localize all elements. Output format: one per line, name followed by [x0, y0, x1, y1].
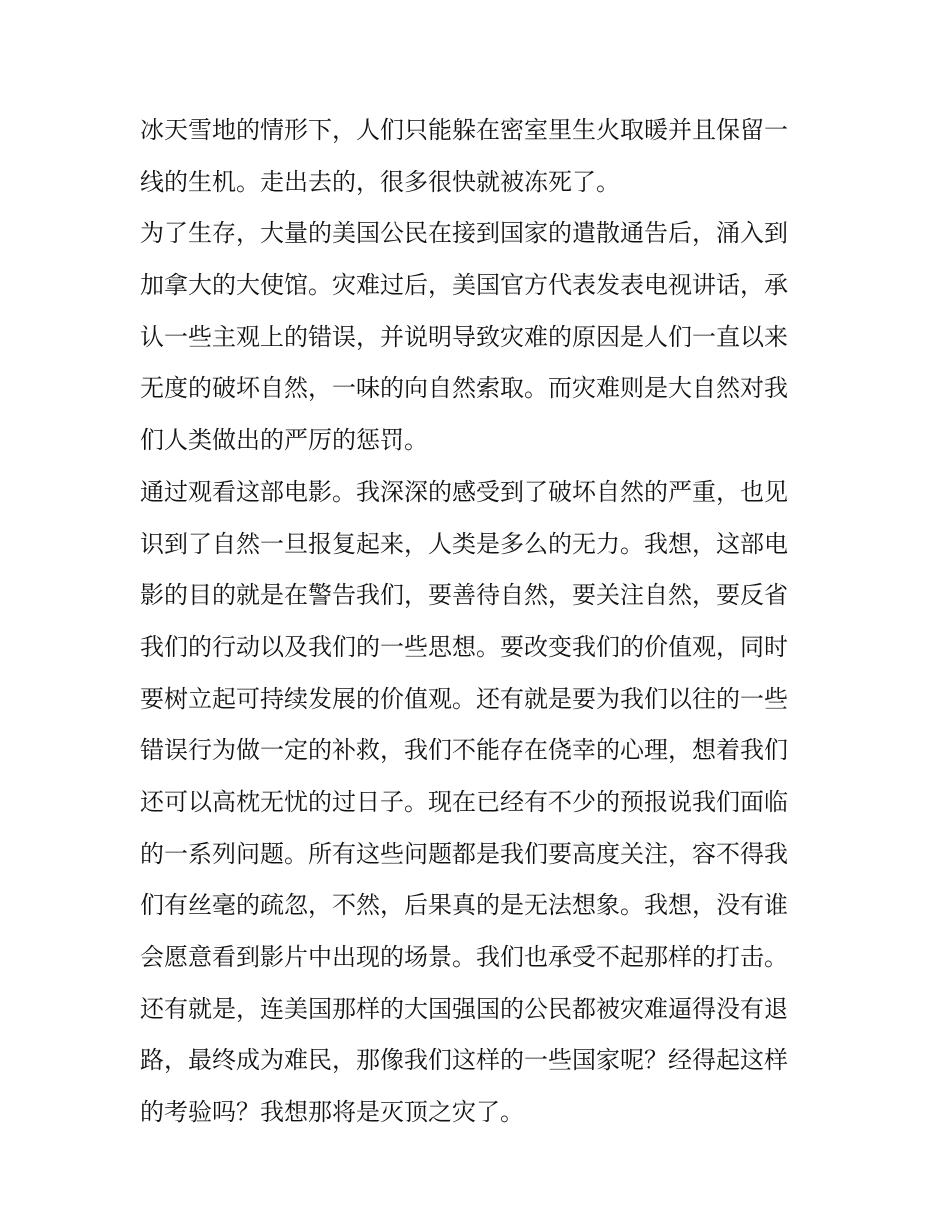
text-line: 的考验吗？我想那将是灭顶之灾了。: [140, 1098, 524, 1127]
text-line: 通过观看这部电影。我深深的感受到了破坏自然的严重，也见: [140, 477, 788, 506]
text-line: 影的目的就是在警告我们，要善待自然，要关注自然，要反省: [140, 581, 788, 610]
text-line: 会愿意看到影片中出现的场景。我们也承受不起那样的打击。: [140, 943, 788, 971]
text-line: 无度的破坏自然，一味的向自然索取。而灾难则是大自然对我: [140, 374, 788, 403]
text-line: 加拿大的大使馆。灾难过后，美国官方代表发表电视讲话，承: [140, 271, 788, 300]
text-line: 冰天雪地的情形下，人们只能躲在密室里生火取暖并且保留一: [140, 116, 788, 144]
text-line: 的一系列问题。所有这些问题都是我们要高度关注，容不得我: [140, 839, 788, 868]
text-line: 为了生存，大量的美国公民在接到国家的遣散通告后，涌入到: [140, 219, 788, 248]
text-line: 还有就是，连美国那样的大国强国的公民都被灾难逼得没有退: [140, 994, 788, 1023]
text-line: 还可以高枕无忧的过日子。现在已经有不少的预报说我们面临: [140, 787, 788, 816]
text-line: 要树立起可持续发展的价值观。还有就是要为我们以往的一些: [140, 684, 788, 713]
text-line: 线的生机。走出去的，很多很快就被冻死了。: [140, 167, 620, 196]
text-line: 路，最终成为难民，那像我们这样的一些国家呢？经得起这样: [140, 1046, 788, 1075]
document-body: [140, 105, 820, 1139]
text-line: 认一些主观上的错误，并说明导致灾难的原因是人们一直以来: [140, 322, 788, 351]
text-line: 识到了自然一旦报复起来，人类是多么的无力。我想，这部电: [140, 529, 788, 558]
text-line: 我们的行动以及我们的一些思想。要改变我们的价值观，同时: [140, 632, 788, 661]
text-line: 错误行为做一定的补救，我们不能存在侥幸的心理，想着我们: [140, 736, 788, 765]
text-line: 们有丝毫的疏忽，不然，后果真的是无法想象。我想，没有谁: [140, 891, 788, 920]
text-line: 们人类做出的严厉的惩罚。: [140, 426, 428, 455]
